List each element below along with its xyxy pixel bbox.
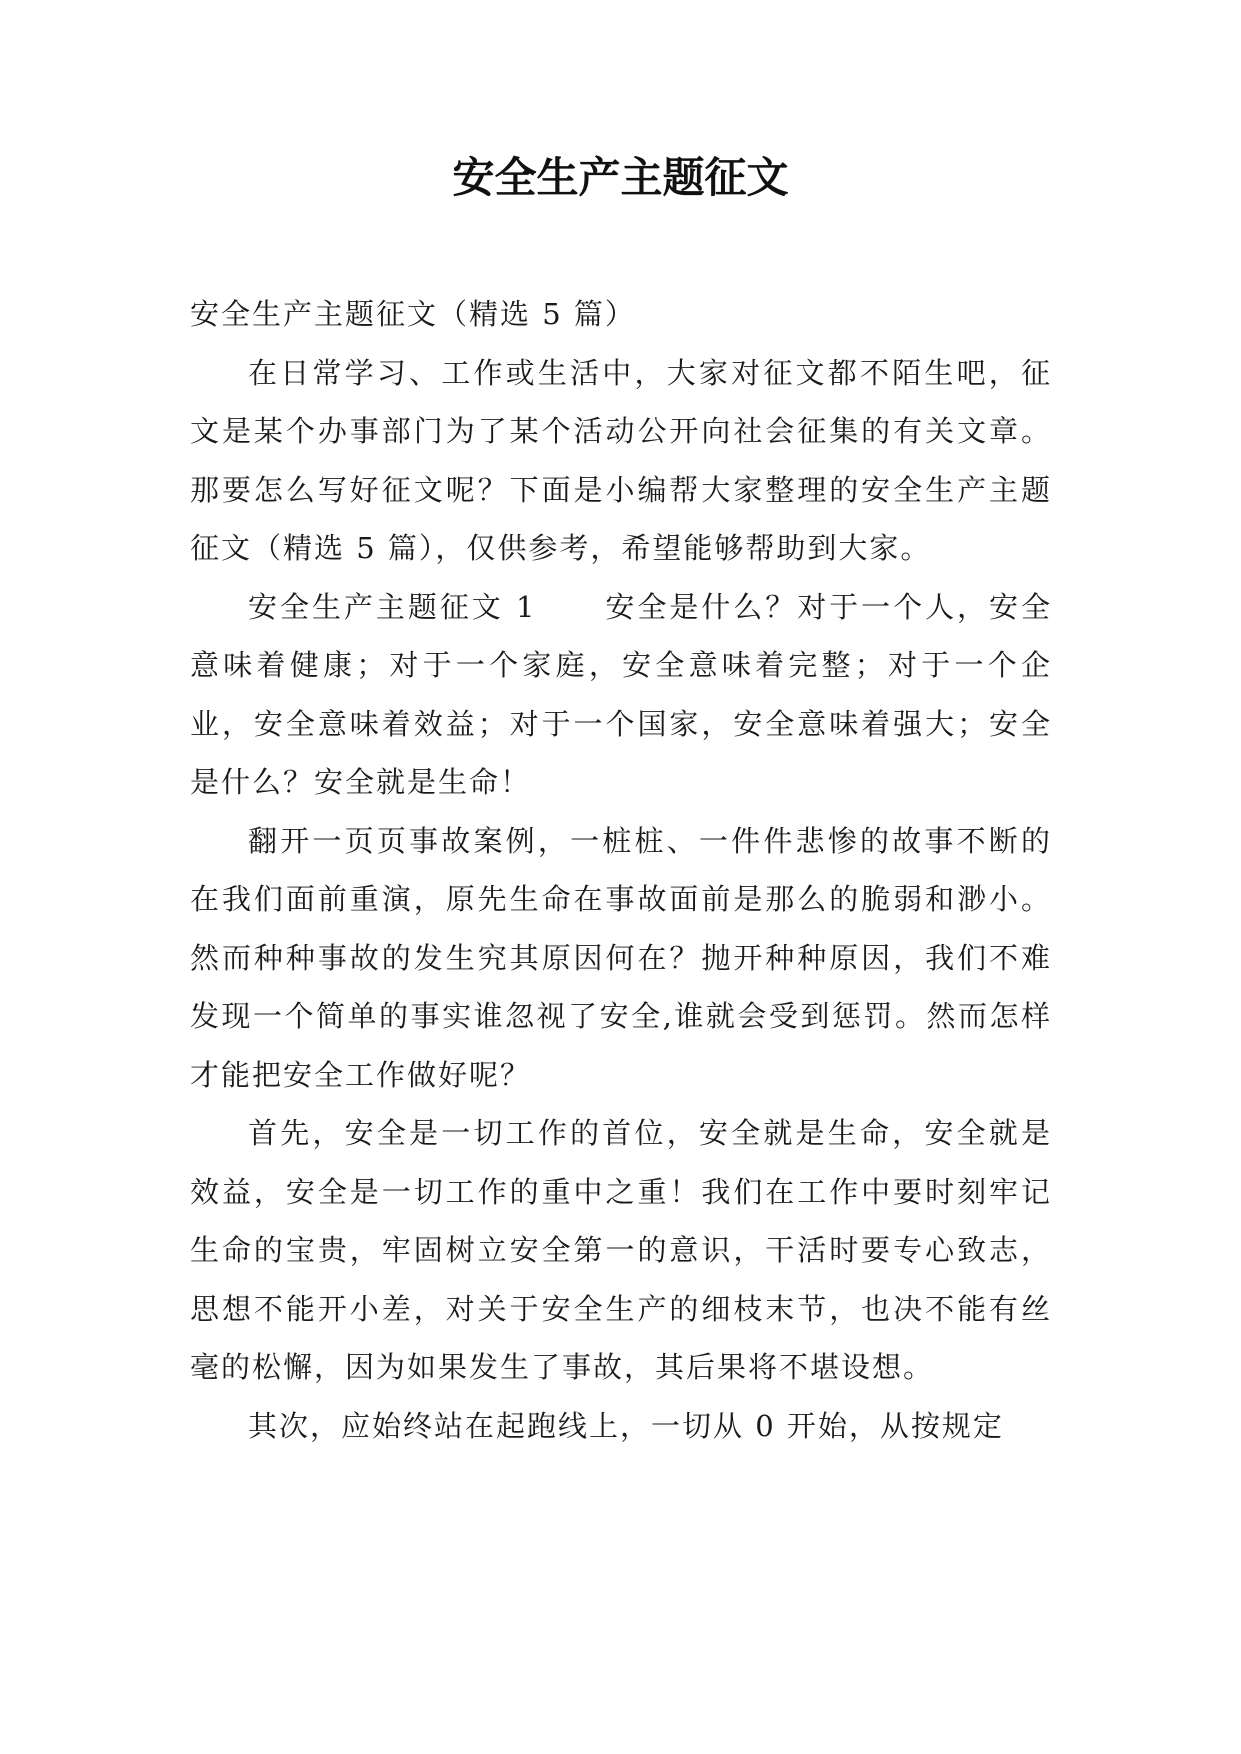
body-paragraph: 首先，安全是一切工作的首位，安全就是生命，安全就是效益，安全是一切工作的重中之重！我们在工作中要时刻牢记生命的宝贵，牢固树立安全第一的意识，干活时要专心致志，思想不能开小差，对关于安全生产的细枝末节，也决不能有丝毫的松懈，因为如果发生了事故，其后果将不堪设想。 — [190, 1116, 1052, 1384]
document-body — [190, 285, 1052, 1455]
document-subtitle: 安全生产主题征文（精选 5 篇） — [190, 297, 636, 331]
section-1-lead: 安全是什么？对于一个人，安全意味着健康；对于一个家庭，安全意味着完整；对于一个企业，安全意味着效益；对于一个国家，安全意味着强大；安全是什么？安全就是生命！ — [190, 589, 1052, 799]
body-paragraph: 其次，应始终站在起跑线上，一切从 0 开始，从按规定 — [248, 1408, 1004, 1443]
section-1-heading: 安全生产主题征文 1 — [248, 589, 537, 624]
section-1-paragraph — [190, 578, 1052, 812]
intro-paragraph: 在日常学习、工作或生活中，大家对征文都不陌生吧，征文是某个办事部门为了某个活动公开向社会征集的有关文章。那要怎么写好征文呢？下面是小编帮大家整理的安全生产主题征文（精选 5 篇），仅供参考，希望能够帮助到大家。 — [190, 355, 1052, 565]
body-paragraph: 翻开一页页事故案例，一桩桩、一件件悲惨的故事不断的在我们面前重演，原先生命在事故面前是那么的脆弱和渺小。然而种种事故的发生究其原因何在？抛开种种原因，我们不难发现一个简单的事实谁忽视了安全,谁就会受到惩罚。然而怎样才能把安全工作做好呢？ — [190, 823, 1052, 1092]
document-title: 安全生产主题征文 — [452, 153, 789, 202]
